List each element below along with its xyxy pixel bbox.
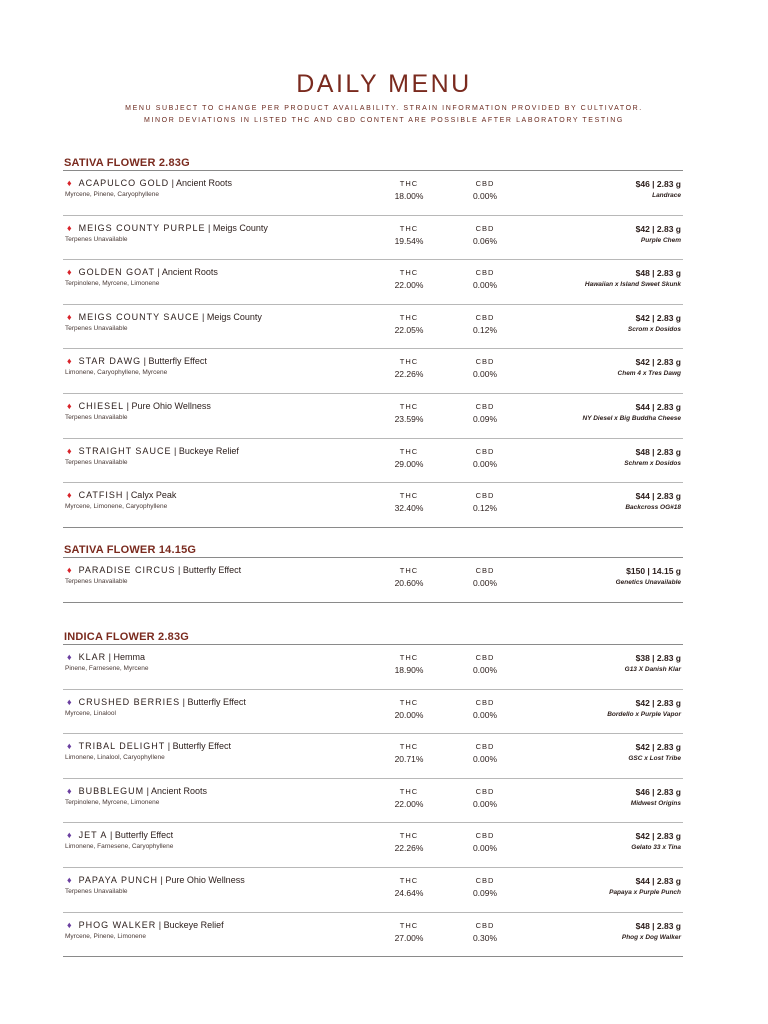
menu-row [63, 913, 683, 958]
genetics: Bordello x Purple Vapor [607, 710, 681, 718]
strain-name: JET A [78, 830, 108, 841]
menu-row [63, 483, 683, 528]
product-name [67, 697, 246, 707]
genetics: Purple Chem [640, 236, 681, 244]
genetics: Phog x Dog Walker [621, 933, 681, 941]
thc-value: 22.00% [394, 798, 424, 809]
menu-row [63, 868, 683, 913]
thc-value: 20.71% [394, 754, 424, 765]
terpenes: Myrcene, Limonene, Caryophyllene [65, 503, 168, 511]
thc-label: THC [399, 831, 419, 841]
product-name [67, 875, 245, 885]
cbd-label: CBD [475, 786, 495, 796]
price: $42 | 2.83 g [635, 742, 681, 753]
menu-row [63, 690, 683, 735]
menu-row [63, 260, 683, 305]
thc-label: THC [399, 401, 419, 411]
name-separator: | [109, 830, 113, 841]
strain-name: CRUSHED BERRIES [78, 696, 181, 707]
menu-section [63, 543, 683, 603]
diamond-icon: ♦ [67, 874, 72, 885]
genetics: Schrem x Dosidos [624, 459, 681, 467]
genetics: GSC x Lost Tribe [628, 755, 681, 763]
cbd-label: CBD [475, 831, 495, 841]
genetics: Gelato 33 x Tina [631, 844, 681, 852]
cbd-label: CBD [475, 491, 495, 501]
brand-name: Ancient Roots [176, 178, 233, 188]
terpenes: Myrcene, Linalool [65, 709, 116, 717]
cbd-value: 0.00% [472, 665, 498, 675]
brand-name: Meigs County [212, 222, 268, 233]
product-name [67, 652, 145, 662]
thc-label: THC [399, 491, 419, 501]
cbd-label: CBD [475, 312, 495, 322]
diamond-icon: ♦ [67, 400, 72, 411]
product-name [67, 267, 218, 277]
name-separator: | [201, 311, 205, 322]
cbd-value: 0.09% [472, 413, 498, 424]
thc-label: THC [399, 566, 419, 575]
thc-label: THC [399, 920, 419, 930]
cbd-value: 0.09% [472, 887, 498, 898]
brand-name: Butterfly Effect [114, 830, 174, 841]
price: $48 | 2.83 g [635, 268, 681, 279]
product-name [67, 356, 207, 366]
brand-name: Ancient Roots [150, 785, 208, 796]
product-name [67, 830, 173, 840]
diamond-icon: ♦ [67, 311, 72, 322]
price: $42 | 2.83 g [635, 312, 681, 323]
menu-row [63, 734, 683, 779]
price: $46 | 2.83 g [635, 179, 681, 189]
product-name [67, 401, 211, 411]
strain-name: BUBBLEGUM [78, 785, 145, 796]
name-separator: | [207, 222, 211, 233]
cbd-label: CBD [475, 446, 495, 456]
name-separator: | [125, 490, 129, 501]
diamond-icon: ♦ [67, 652, 72, 662]
price: $150 | 14.15 g [626, 566, 681, 576]
thc-label: THC [399, 875, 419, 885]
menu-row [63, 439, 683, 484]
terpenes: Limonene, Caryophyllene, Myrcene [65, 369, 168, 377]
product-name [67, 565, 241, 575]
terpenes: Limonene, Farnesene, Caryophyllene [65, 843, 174, 851]
diamond-icon: ♦ [67, 490, 72, 501]
diamond-icon: ♦ [67, 785, 72, 796]
terpenes: Terpenes Unavailable [65, 235, 128, 243]
diamond-icon: ♦ [67, 830, 72, 841]
thc-value: 32.40% [394, 503, 424, 514]
cbd-value: 0.00% [472, 458, 498, 469]
terpenes: Terpinolene, Myrcene, Limonene [65, 798, 160, 806]
genetics: Midwest Origins [630, 799, 681, 807]
cbd-value: 0.06% [472, 235, 498, 246]
name-separator: | [108, 652, 111, 662]
cbd-label: CBD [475, 742, 495, 752]
genetics: Papaya x Purple Punch [609, 888, 681, 896]
thc-value: 18.00% [394, 191, 424, 201]
cbd-label: CBD [475, 653, 495, 662]
price: $42 | 2.83 g [635, 223, 681, 234]
strain-name: MEIGS COUNTY SAUCE [78, 311, 200, 322]
brand-name: Calyx Peak [130, 490, 177, 501]
cbd-value: 0.30% [472, 932, 498, 943]
menu-row [63, 779, 683, 824]
brand-name: Pure Ohio Wellness [165, 874, 245, 885]
strain-name: CATFISH [78, 490, 124, 501]
price: $44 | 2.83 g [635, 491, 681, 502]
terpenes: Terpenes Unavailable [65, 578, 128, 585]
price: $46 | 2.83 g [635, 786, 681, 797]
thc-value: 20.60% [394, 578, 424, 588]
genetics: Backcross OG#18 [625, 504, 681, 512]
thc-label: THC [399, 697, 419, 707]
section-title: SATIVA FLOWER 14.15G [63, 543, 683, 558]
product-name [67, 178, 232, 188]
cbd-label: CBD [475, 920, 495, 930]
diamond-icon: ♦ [67, 565, 72, 575]
terpenes: Terpenes Unavailable [65, 413, 128, 421]
price: $42 | 2.83 g [635, 357, 681, 368]
cbd-value: 0.00% [472, 709, 498, 720]
cbd-value: 0.00% [472, 754, 498, 765]
diamond-icon: ♦ [67, 696, 72, 707]
cbd-label: CBD [475, 179, 495, 188]
product-name [67, 786, 207, 796]
product-name [67, 446, 239, 456]
brand-name: Buckeye Relief [163, 919, 224, 930]
name-separator: | [160, 874, 163, 885]
page-title: DAILY MENU [296, 70, 472, 98]
section-title: SATIVA FLOWER 2.83G [63, 156, 683, 171]
cbd-value: 0.00% [472, 798, 498, 809]
product-name [67, 920, 224, 930]
brand-name: Buckeye Relief [178, 445, 239, 456]
menu-row [63, 305, 683, 350]
cbd-label: CBD [475, 566, 495, 575]
thc-label: THC [399, 446, 419, 456]
strain-name: ACAPULCO GOLD [78, 178, 170, 188]
name-separator: | [143, 356, 146, 367]
brand-name: Ancient Roots [161, 267, 218, 278]
brand-name: Butterfly Effect [187, 696, 246, 707]
genetics: NY Diesel x Big Buddha Cheese [582, 414, 681, 422]
cbd-value: 0.00% [472, 191, 498, 201]
thc-value: 24.64% [394, 887, 424, 898]
thc-value: 20.00% [394, 709, 424, 720]
thc-value: 27.00% [394, 932, 424, 943]
thc-label: THC [399, 268, 419, 278]
menu-row [63, 394, 683, 439]
cbd-value: 0.00% [472, 280, 498, 291]
strain-name: MEIGS COUNTY PURPLE [78, 222, 206, 233]
cbd-label: CBD [475, 697, 495, 707]
genetics: Genetics Unavailable [615, 579, 681, 586]
strain-name: KLAR [78, 652, 107, 662]
thc-value: 19.54% [394, 235, 424, 246]
diamond-icon: ♦ [67, 919, 72, 930]
menu-section [63, 630, 683, 957]
strain-name: PARADISE CIRCUS [78, 565, 176, 575]
diamond-icon: ♦ [67, 222, 72, 233]
cbd-value: 0.12% [472, 503, 498, 514]
menu-row [63, 823, 683, 868]
diamond-icon: ♦ [67, 178, 72, 188]
terpenes: Terpenes Unavailable [65, 887, 128, 895]
strain-name: GOLDEN GOAT [78, 267, 155, 278]
thc-value: 22.26% [394, 369, 424, 380]
strain-name: PAPAYA PUNCH [78, 874, 158, 885]
cbd-label: CBD [475, 401, 495, 411]
product-name [67, 312, 262, 322]
diamond-icon: ♦ [67, 445, 72, 456]
price: $44 | 2.83 g [635, 875, 681, 886]
thc-value: 29.00% [394, 458, 424, 469]
cbd-value: 0.12% [472, 324, 498, 335]
terpenes: Terpenes Unavailable [65, 458, 128, 466]
thc-label: THC [399, 179, 419, 188]
genetics: Hawaiian x Island Sweet Skunk [584, 281, 681, 289]
thc-label: THC [399, 223, 419, 233]
name-separator: | [146, 785, 149, 796]
name-separator: | [157, 267, 160, 278]
cbd-label: CBD [475, 875, 495, 885]
brand-name: Butterfly Effect [148, 356, 207, 367]
thc-label: THC [399, 653, 419, 662]
thc-label: THC [399, 786, 419, 796]
name-separator: | [171, 178, 174, 188]
strain-name: CHIESEL [78, 400, 125, 411]
subtitle-line-2: MINOR DEVIATIONS IN LISTED THC AND CBD CONTENT ARE POSSIBLE AFTER LABORATORY TESTING [144, 117, 624, 124]
menu-section [63, 156, 683, 528]
genetics: G13 X Danish Klar [624, 666, 681, 673]
cbd-label: CBD [475, 268, 495, 278]
cbd-value: 0.00% [472, 578, 498, 588]
price: $44 | 2.83 g [635, 401, 681, 412]
product-name [67, 223, 268, 233]
thc-value: 22.00% [394, 280, 424, 291]
diamond-icon: ♦ [67, 356, 72, 367]
cbd-label: CBD [475, 357, 495, 367]
genetics: Landrace [652, 192, 681, 199]
product-name [67, 490, 176, 500]
thc-label: THC [399, 742, 419, 752]
brand-name: Meigs County [206, 311, 262, 322]
name-separator: | [177, 565, 181, 575]
name-separator: | [158, 919, 162, 930]
diamond-icon: ♦ [67, 267, 72, 278]
name-separator: | [173, 445, 177, 456]
price: $42 | 2.83 g [635, 697, 681, 708]
thc-value: 22.05% [394, 324, 424, 335]
brand-name: Hemma [113, 652, 145, 662]
thc-label: THC [399, 357, 419, 367]
genetics: Scrom x Dosidos [627, 325, 681, 333]
brand-name: Pure Ohio Wellness [131, 400, 211, 411]
menu-row [63, 216, 683, 261]
thc-value: 18.90% [394, 665, 424, 675]
price: $42 | 2.83 g [635, 831, 681, 842]
subtitle-line-1: MENU SUBJECT TO CHANGE PER PRODUCT AVAILABILITY. STRAIN INFORMATION PROVIDED BY CULTIVATOR. [125, 105, 643, 112]
strain-name: STAR DAWG [78, 356, 142, 367]
cbd-label: CBD [475, 223, 495, 233]
cbd-value: 0.00% [472, 843, 498, 854]
thc-value: 22.26% [394, 843, 424, 854]
price: $38 | 2.83 g [635, 653, 681, 663]
diamond-icon: ♦ [67, 741, 72, 752]
cbd-value: 0.00% [472, 369, 498, 380]
genetics: Chem 4 x Tres Dawg [617, 370, 681, 378]
strain-name: TRIBAL DELIGHT [78, 741, 166, 752]
menu-row [63, 645, 683, 690]
menu-row [63, 171, 683, 216]
name-separator: | [182, 696, 185, 707]
strain-name: STRAIGHT SAUCE [78, 445, 172, 456]
product-name [67, 741, 231, 751]
menu-row [63, 558, 683, 603]
strain-name: PHOG WALKER [78, 919, 157, 930]
terpenes: Limonene, Linalool, Caryophyllene [65, 754, 165, 762]
menu-row [63, 349, 683, 394]
terpenes: Terpinolene, Myrcene, Limonene [65, 280, 160, 288]
terpenes: Pinene, Farnesene, Myrcene [65, 665, 149, 672]
price: $48 | 2.83 g [635, 920, 681, 931]
thc-label: THC [399, 312, 419, 322]
terpenes: Myrcene, Pinene, Caryophyllene [65, 191, 159, 198]
section-title: INDICA FLOWER 2.83G [63, 630, 683, 645]
name-separator: | [167, 741, 171, 752]
price: $48 | 2.83 g [635, 446, 681, 457]
brand-name: Butterfly Effect [182, 565, 242, 575]
terpenes: Terpenes Unavailable [65, 324, 128, 332]
brand-name: Butterfly Effect [172, 741, 232, 752]
name-separator: | [126, 400, 129, 411]
thc-value: 23.59% [394, 413, 424, 424]
terpenes: Myrcene, Pinene, Limonene [65, 932, 146, 940]
